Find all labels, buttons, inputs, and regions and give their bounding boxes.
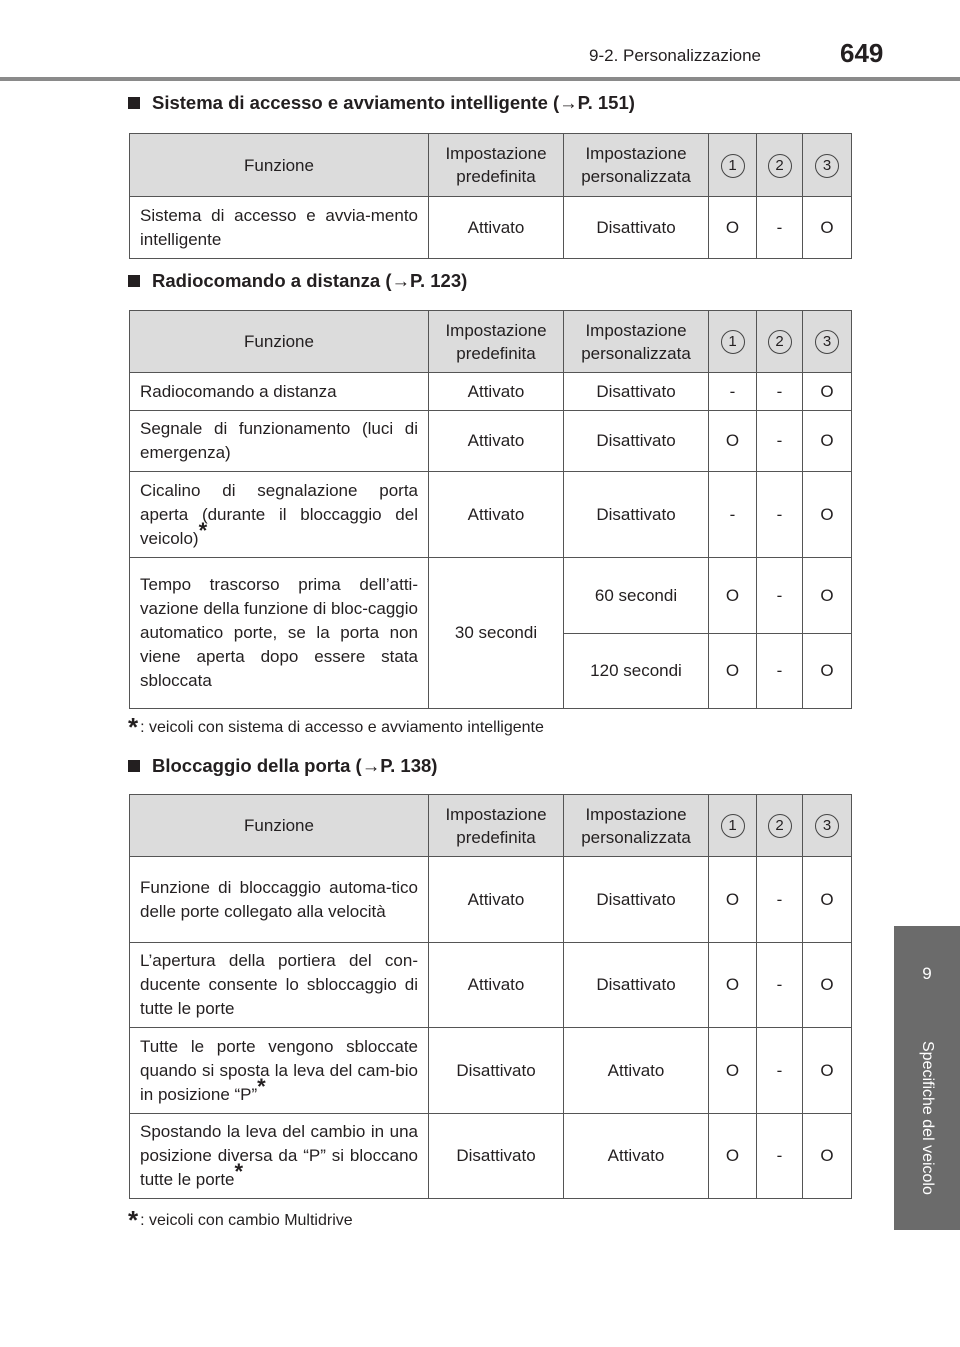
footnote-star: * <box>257 1073 266 1099</box>
bullet-square-icon <box>128 97 140 109</box>
table-remote <box>129 310 852 709</box>
cell-funzione: L’apertura della portiera del con-ducente consente lo sbloccaggio di tutte le porte <box>130 943 429 1028</box>
cell-c2: - <box>757 373 803 411</box>
cell-default: Attivato <box>429 197 564 259</box>
col-default: Impostazione predefinita <box>429 311 564 373</box>
cell-c2: - <box>757 943 803 1028</box>
col-3 <box>803 311 852 373</box>
cell-c3: O <box>803 373 852 411</box>
cell-c2: - <box>757 558 803 634</box>
chapter-number: 9 <box>922 964 932 983</box>
table-row <box>130 1114 852 1199</box>
table-door-lock <box>129 794 852 1199</box>
cell-c1: O <box>709 558 757 634</box>
circled-1-icon: 1 <box>721 814 745 838</box>
cell-default: 30 secondi <box>429 558 564 709</box>
cell-c3: O <box>803 634 852 709</box>
cell-c1: O <box>709 1028 757 1114</box>
cell-funzione <box>130 472 429 558</box>
col-1 <box>709 795 757 857</box>
cell-c2: - <box>757 634 803 709</box>
cell-c1: - <box>709 472 757 558</box>
cell-c3: O <box>803 197 852 259</box>
col-funzione: Funzione <box>130 311 429 373</box>
col-funzione: Funzione <box>130 134 429 197</box>
cell-c3: O <box>803 472 852 558</box>
cell-c1: O <box>709 197 757 259</box>
cell-c1: O <box>709 634 757 709</box>
cell-custom: 60 secondi <box>564 558 709 634</box>
cell-c2: - <box>757 1028 803 1114</box>
col-2 <box>757 311 803 373</box>
col-default: Impostazione predefinita <box>429 134 564 197</box>
circled-1-icon: 1 <box>721 154 745 178</box>
cell-c1: O <box>709 943 757 1028</box>
cell-c1: - <box>709 373 757 411</box>
cell-funzione: Segnale di funzionamento (luci di emergenza) <box>130 411 429 472</box>
cell-c2: - <box>757 1114 803 1199</box>
table-row <box>130 197 852 259</box>
table-smart-entry <box>129 133 852 259</box>
section-title-smart-entry <box>128 92 635 114</box>
table-header-row <box>130 795 852 857</box>
circled-1-icon: 1 <box>721 330 745 354</box>
cell-funzione-text: Spostando la leva del cambio in una posizione diversa da “P” si bloccano tutte le porte <box>140 1122 418 1189</box>
footnote-smart-entry <box>128 712 544 743</box>
cell-c1: O <box>709 411 757 472</box>
cell-custom: Disattivato <box>564 197 709 259</box>
table-header-row <box>130 134 852 197</box>
col-3 <box>803 134 852 197</box>
cell-c3: O <box>803 411 852 472</box>
cell-c3: O <box>803 1114 852 1199</box>
cell-default: Attivato <box>429 373 564 411</box>
col-custom: Impostazione personalizzata <box>564 134 709 197</box>
cell-custom: Disattivato <box>564 411 709 472</box>
circled-2-icon: 2 <box>768 330 792 354</box>
cell-funzione: Sistema di accesso e avvia-mento intelligente <box>130 197 429 259</box>
col-default: Impostazione predefinita <box>429 795 564 857</box>
cell-funzione: Tempo trascorso prima dell’atti-vazione della funzione di bloc-caggio automatico porte, se la porta non viene aperta dopo essere stata sbloccata <box>130 558 429 709</box>
page-header <box>0 0 960 80</box>
circled-2-icon: 2 <box>768 154 792 178</box>
circled-2-icon: 2 <box>768 814 792 838</box>
table-row <box>130 373 852 411</box>
chapter-label: Specifiche del veicolo <box>919 1041 936 1195</box>
cell-custom: Disattivato <box>564 472 709 558</box>
header-rule <box>0 77 960 81</box>
footnote-star: * <box>128 1205 139 1235</box>
cell-funzione-text: Cicalino di segnalazione porta aperta (durante il bloccaggio del veicolo) <box>140 480 418 548</box>
table-row <box>130 1028 852 1114</box>
table-header-row <box>130 311 852 373</box>
table-row <box>130 472 852 558</box>
cell-c3: O <box>803 943 852 1028</box>
cell-c2: - <box>757 857 803 943</box>
section-title-text: Radiocomando a distanza (→P. 123) <box>152 270 468 291</box>
circled-3-icon: 3 <box>815 154 839 178</box>
cell-custom: Disattivato <box>564 943 709 1028</box>
cell-c3: O <box>803 857 852 943</box>
cell-funzione <box>130 1114 429 1199</box>
cell-c3: O <box>803 558 852 634</box>
footnote-text: : veicoli con cambio Multidrive <box>140 1212 353 1229</box>
footnote-star: * <box>198 517 208 543</box>
cell-custom: 120 secondi <box>564 634 709 709</box>
section-title-text: Sistema di accesso e avviamento intelligente (→P. 151) <box>152 92 635 113</box>
cell-c2: - <box>757 472 803 558</box>
cell-funzione: Radiocomando a distanza <box>130 373 429 411</box>
cell-funzione <box>130 1028 429 1114</box>
cell-default: Disattivato <box>429 1114 564 1199</box>
col-2 <box>757 134 803 197</box>
cell-funzione-text: Tutte le porte vengono sbloccate quando si sposta la leva del cam-bio in posizione “P” <box>140 1036 418 1104</box>
footnote-star: * <box>128 712 139 742</box>
cell-c1: O <box>709 1114 757 1199</box>
cell-default: Attivato <box>429 411 564 472</box>
col-3 <box>803 795 852 857</box>
section-title-door-lock <box>128 755 437 777</box>
cell-custom: Disattivato <box>564 857 709 943</box>
col-custom: Impostazione personalizzata <box>564 311 709 373</box>
col-1 <box>709 311 757 373</box>
col-custom: Impostazione personalizzata <box>564 795 709 857</box>
bullet-square-icon <box>128 275 140 287</box>
footnote-text: : veicoli con sistema di accesso e avviamento intelligente <box>140 719 544 736</box>
section-heading: 9-2. Personalizzazione <box>589 46 761 65</box>
section-title-text: Bloccaggio della porta (→P. 138) <box>152 755 438 776</box>
table-row <box>130 857 852 943</box>
cell-default: Attivato <box>429 472 564 558</box>
table-row <box>130 558 852 634</box>
cell-default: Disattivato <box>429 1028 564 1114</box>
circled-3-icon: 3 <box>815 814 839 838</box>
table-row <box>130 411 852 472</box>
cell-default: Attivato <box>429 943 564 1028</box>
footnote-star: * <box>234 1159 244 1184</box>
cell-default: Attivato <box>429 857 564 943</box>
chapter-tab <box>894 926 960 1230</box>
section-title-remote <box>128 270 467 292</box>
cell-custom: Attivato <box>564 1114 709 1199</box>
cell-c2: - <box>757 197 803 259</box>
cell-funzione: Funzione di bloccaggio automa-tico delle porte collegato alla velocità <box>130 857 429 943</box>
cell-custom: Disattivato <box>564 373 709 411</box>
cell-c1: O <box>709 857 757 943</box>
bullet-square-icon <box>128 760 140 772</box>
footnote-multidrive <box>128 1205 353 1236</box>
page-number: 649 <box>840 38 884 68</box>
circled-3-icon: 3 <box>815 330 839 354</box>
cell-custom: Attivato <box>564 1028 709 1114</box>
col-1 <box>709 134 757 197</box>
col-2 <box>757 795 803 857</box>
table-row <box>130 943 852 1028</box>
cell-c2: - <box>757 411 803 472</box>
cell-c3: O <box>803 1028 852 1114</box>
col-funzione: Funzione <box>130 795 429 857</box>
